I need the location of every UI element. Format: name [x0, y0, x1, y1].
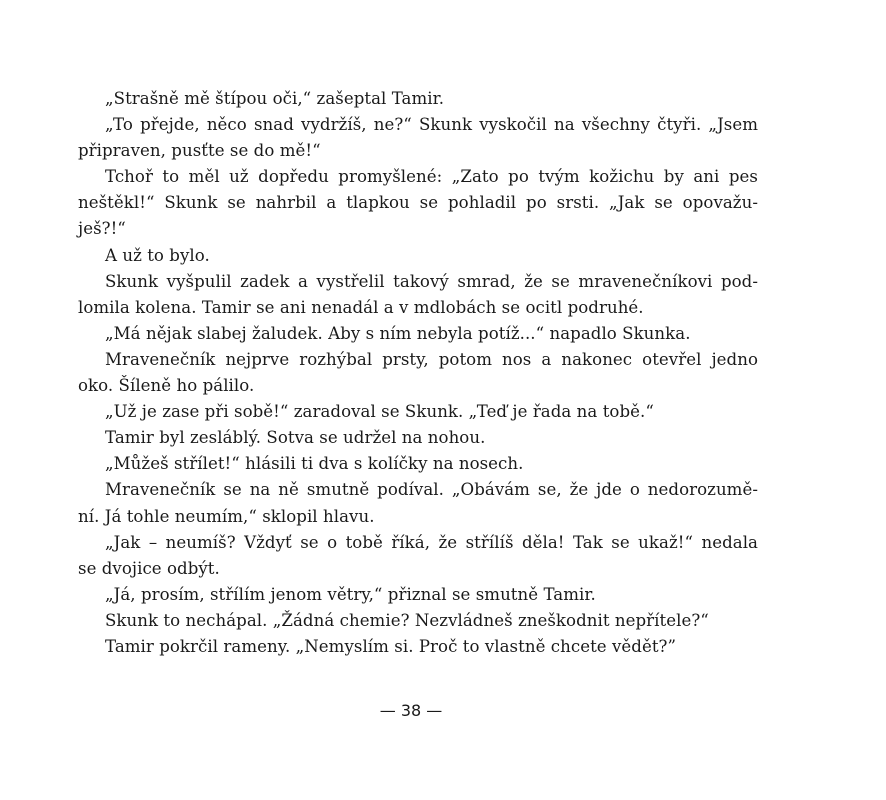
- text-line: Mravenečník nejprve rozhýbal prsty, potom nos a nakonec otevřel jedno: [105, 349, 758, 369]
- text-line: A už to bylo.: [105, 245, 210, 265]
- text-line: ní. Já tohle neumím,“ sklopil hlavu.: [78, 506, 375, 526]
- text-line: ješ?!“: [78, 219, 126, 239]
- text-line: „Můžeš střílet!“ hlásili ti dva s kolíčky na nosech.: [105, 454, 524, 474]
- text-block: [78, 86, 758, 660]
- text-line: „Já, prosím, střílím jenom větry,“ přiznal se smutně Tamir.: [105, 584, 596, 604]
- page-number: — 38 —: [379, 701, 443, 720]
- text-line: oko. Šíleně ho pálilo.: [78, 376, 255, 396]
- text-line: Tchoř to měl už dopředu promyšlené: „Zato po tvým kožichu by ani pes: [105, 167, 758, 187]
- text-line: Tamir pokrčil rameny. „Nemyslím si. Proč to vlastně chcete vědět?”: [105, 636, 677, 656]
- text-line: Skunk vyšpulil zadek a vystřelil takový smrad, že se mravenečníkovi pod-: [105, 271, 758, 291]
- text-line: „To přejde, něco snad vydržíš, ne?“ Skunk vyskočil na všechny čtyři. „Jsem: [105, 115, 758, 135]
- text-line: Tamir byl zesláblý. Sotva se udržel na nohou.: [105, 428, 486, 448]
- text-line: „Už je zase při sobě!“ zaradoval se Skunk. „Teď je řada na tobě.“: [105, 402, 654, 422]
- text-line: „Strašně mě štípou oči,“ zašeptal Tamir.: [105, 89, 445, 108]
- text-line: lomila kolena. Tamir se ani nenadál a v mdlobách se ocitl podruhé.: [78, 297, 644, 317]
- text-line: neštěkl!“ Skunk se nahrbil a tlapkou se pohladil po srsti. „Jak se opovažu-: [78, 193, 758, 213]
- text-line: připraven, pusťte se do mě!“: [78, 141, 321, 161]
- text-line: Skunk to nechápal. „Žádná chemie? Nezvládneš zneškodnit nepřítele?“: [105, 610, 709, 630]
- text-line: „Má nějak slabej žaludek. Aby s ním nebyla potíž...“ napadlo Skunka.: [105, 323, 691, 343]
- text-line: se dvojice odbýt.: [78, 558, 220, 578]
- text-line: „Jak – neumíš? Vždyť se o tobě říká, že střílíš děla! Tak se ukaž!“ nedala: [105, 532, 758, 552]
- text-line: Mravenečník se na ně smutně podíval. „Obávám se, že jde o nedorozumě-: [105, 480, 758, 500]
